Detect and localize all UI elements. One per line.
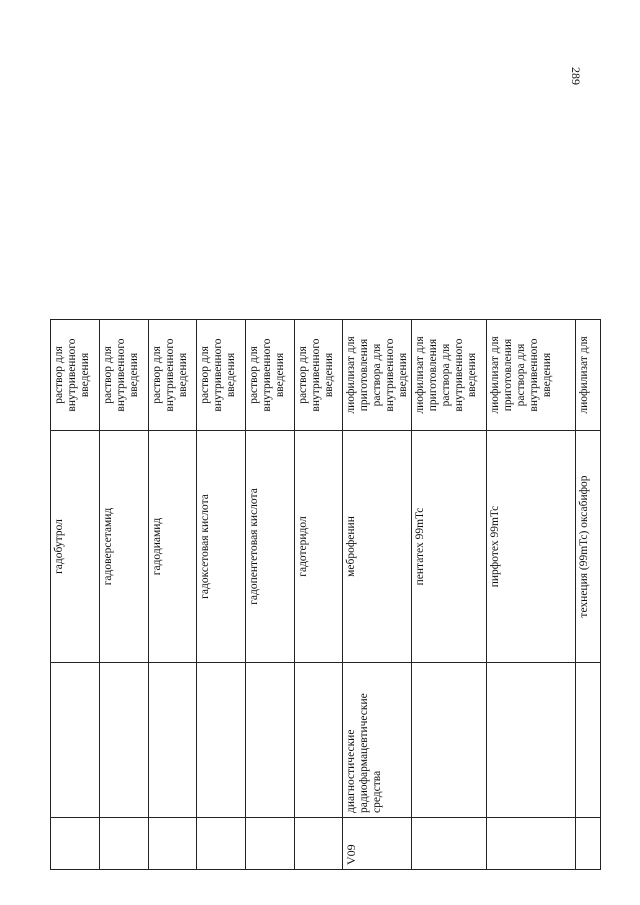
group-cell <box>246 663 295 818</box>
dosage-form-cell: раствор для внутривенного введения <box>246 320 295 431</box>
drug-name-cell: пентатех 99mTc <box>412 431 487 663</box>
atc-code-cell <box>197 818 246 870</box>
group-cell <box>576 663 601 818</box>
group-cell <box>487 663 576 818</box>
atc-code-cell: V09 <box>343 818 412 870</box>
atc-code-cell <box>295 818 343 870</box>
table-row <box>246 320 295 870</box>
drug-name-cell: гадотеридол <box>295 431 343 663</box>
table-row <box>197 320 246 870</box>
dosage-form-cell: раствор для внутривенного введения <box>197 320 246 431</box>
table-row <box>149 320 197 870</box>
dosage-form-cell: лиофилизат для приготовления раствора для внутривенного введения <box>412 320 487 431</box>
table-row <box>100 320 149 870</box>
table-row <box>343 320 412 870</box>
table-row <box>412 320 487 870</box>
drug-name-cell: пирфотех 99mTc <box>487 431 576 663</box>
table-row <box>51 320 100 870</box>
atc-code-cell <box>100 818 149 870</box>
table-frame <box>50 320 591 870</box>
page-number: 289 <box>569 67 583 85</box>
drug-name-cell: гадоксетовая кислота <box>197 431 246 663</box>
drug-name-cell: гадобутрол <box>51 431 100 663</box>
group-cell <box>100 663 149 818</box>
dosage-form-cell: лиофилизат для приготовления раствора для внутривенного введения <box>487 320 576 431</box>
drug-name-cell: гадоверсетамид <box>100 431 149 663</box>
group-cell <box>149 663 197 818</box>
dosage-form-cell: лиофилизат для приготовления раствора для внутривенного введения <box>343 320 412 431</box>
atc-code-cell <box>149 818 197 870</box>
group-cell <box>51 663 100 818</box>
group-cell <box>295 663 343 818</box>
group-cell: диагностические радиофармацевтические средства <box>343 663 412 818</box>
table-row <box>576 320 601 870</box>
dosage-form-cell: раствор для внутривенного введения <box>100 320 149 431</box>
group-cell <box>197 663 246 818</box>
drug-name-cell: технеция (99mTc) оксабифор <box>576 431 601 663</box>
atc-code-cell <box>487 818 576 870</box>
drug-name-cell: гадодиамид <box>149 431 197 663</box>
atc-code-cell <box>576 818 601 870</box>
dosage-form-cell: раствор для внутривенного введения <box>51 320 100 431</box>
table-row <box>487 320 576 870</box>
atc-code-cell <box>412 818 487 870</box>
drug-name-cell: меброфенин <box>343 431 412 663</box>
dosage-form-cell: раствор для внутривенного введения <box>295 320 343 431</box>
atc-code-cell <box>246 818 295 870</box>
rotated-page-content <box>50 320 591 870</box>
group-cell <box>412 663 487 818</box>
drug-table <box>50 319 601 870</box>
dosage-form-cell: лиофилизат для <box>576 320 601 431</box>
drug-name-cell: гадопентетовая кислота <box>246 431 295 663</box>
table-row <box>295 320 343 870</box>
atc-code-cell <box>51 818 100 870</box>
dosage-form-cell: раствор для внутривенного введения <box>149 320 197 431</box>
